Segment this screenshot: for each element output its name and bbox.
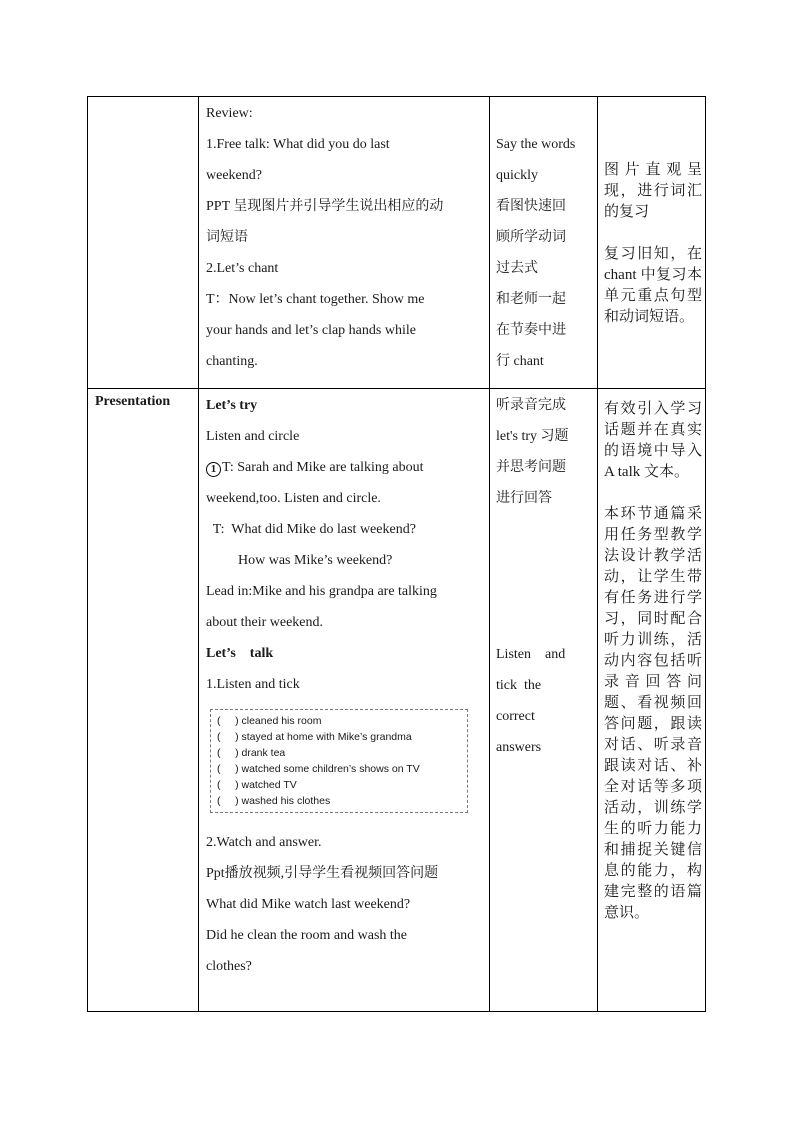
presentation-student-activity — [496, 390, 596, 514]
student-line: 顾所学动词 — [496, 230, 566, 245]
student-line: 过去式 — [496, 261, 538, 276]
tick-item: ( ) watched some children’s shows on TV — [217, 763, 420, 775]
presentation-content — [205, 390, 490, 700]
instruction-line: Ppt播放视频,引导学生看视频回答问题 — [206, 866, 439, 881]
instruction-line: 1.Listen and tick — [206, 677, 300, 692]
watch-answer-content — [205, 827, 490, 982]
review-line: 2.Let’s chant — [206, 261, 279, 276]
review-student-activity — [496, 129, 596, 377]
review-line: T：Now let’s chant together. Show me — [206, 292, 425, 307]
column-divider — [597, 97, 598, 1011]
question-line: How was Mike’s weekend? — [238, 553, 393, 568]
circled-number: 1 — [206, 462, 221, 477]
instruction-line — [206, 452, 490, 483]
question-line: clothes? — [206, 959, 252, 974]
review-line: Review: — [206, 106, 253, 121]
student-line: 进行回答 — [496, 491, 552, 506]
review-line: weekend? — [206, 168, 262, 183]
presentation-purpose — [604, 399, 702, 924]
tick-item: ( ) drank tea — [217, 747, 286, 759]
tick-list-box — [210, 709, 468, 813]
presentation-student-activity-2 — [496, 639, 596, 763]
purpose-text: 复习旧知，在 chant 中复习本单元重点句型和动词短语。 — [604, 246, 702, 325]
instruction-line: Listen and circle — [206, 429, 300, 444]
review-purpose — [604, 160, 702, 328]
student-line: answers — [496, 740, 542, 755]
question-line: T: What did Mike do last weekend? — [206, 522, 416, 537]
tick-item: ( ) washed his clothes — [217, 795, 331, 807]
review-content — [205, 98, 490, 377]
purpose-text: 图片直观呈现，进行词汇的复习 — [604, 162, 702, 220]
row-divider — [88, 388, 705, 389]
teacher-line: weekend,too. Listen and circle. — [206, 491, 381, 506]
student-line: 听录音完成 — [496, 398, 566, 413]
instruction-line: 2.Watch and answer. — [206, 835, 322, 850]
question-line: What did Mike watch last weekend? — [206, 897, 411, 912]
question-line: Did he clean the room and wash the — [206, 928, 407, 943]
student-line: 在节奏中进 — [496, 323, 566, 338]
student-line: quickly — [496, 168, 538, 183]
section-heading: Let’s talk — [206, 646, 274, 661]
student-line: 并思考问题 — [496, 460, 566, 475]
purpose-text: 有效引入学习话题并在真实的语境中导入 A talk 文本。 — [604, 401, 702, 480]
student-line: 和老师一起 — [496, 292, 566, 307]
student-line: 行 chant — [496, 354, 544, 369]
review-line: your hands and let’s clap hands while — [206, 323, 416, 338]
tick-item: ( ) cleaned his room — [217, 715, 322, 727]
student-line: correct — [496, 709, 535, 724]
student-line: 看图快速回 — [496, 199, 566, 214]
tick-item: ( ) stayed at home with Mike’s grandma — [217, 731, 412, 743]
section-heading: Let’s try — [206, 398, 258, 413]
column-divider — [198, 97, 199, 1011]
review-line: PPT 呈现图片并引导学生说出相应的动 — [206, 199, 444, 214]
lesson-plan-table — [87, 96, 706, 1012]
student-line: Say the words — [496, 137, 576, 152]
review-line: chanting. — [206, 354, 258, 369]
lead-in-line: Lead in:Mike and his grandpa are talking — [206, 584, 437, 599]
teacher-line: T: Sarah and Mike are talking about — [222, 460, 424, 475]
purpose-text: 本环节通篇采用任务型教学法设计教学活动，让学生带有任务进行学习，同时配合听力训练，活动内容包括听录音回答问题、看视频回答问题，跟读对话、听录音跟读对话、补全对话等多项活动，训练学生的听力能力和捕捉关键信息的能力，构建完整的语篇意识。 — [604, 506, 702, 921]
lead-in-line: about their weekend. — [206, 615, 324, 630]
student-line: Listen and — [496, 647, 566, 662]
review-line: 词短语 — [206, 230, 248, 245]
stage-label: Presentation — [95, 394, 171, 409]
student-line: let's try 习题 — [496, 429, 569, 444]
student-line: tick the — [496, 678, 542, 693]
tick-item: ( ) watched TV — [217, 779, 297, 791]
review-line: 1.Free talk: What did you do last — [206, 137, 390, 152]
